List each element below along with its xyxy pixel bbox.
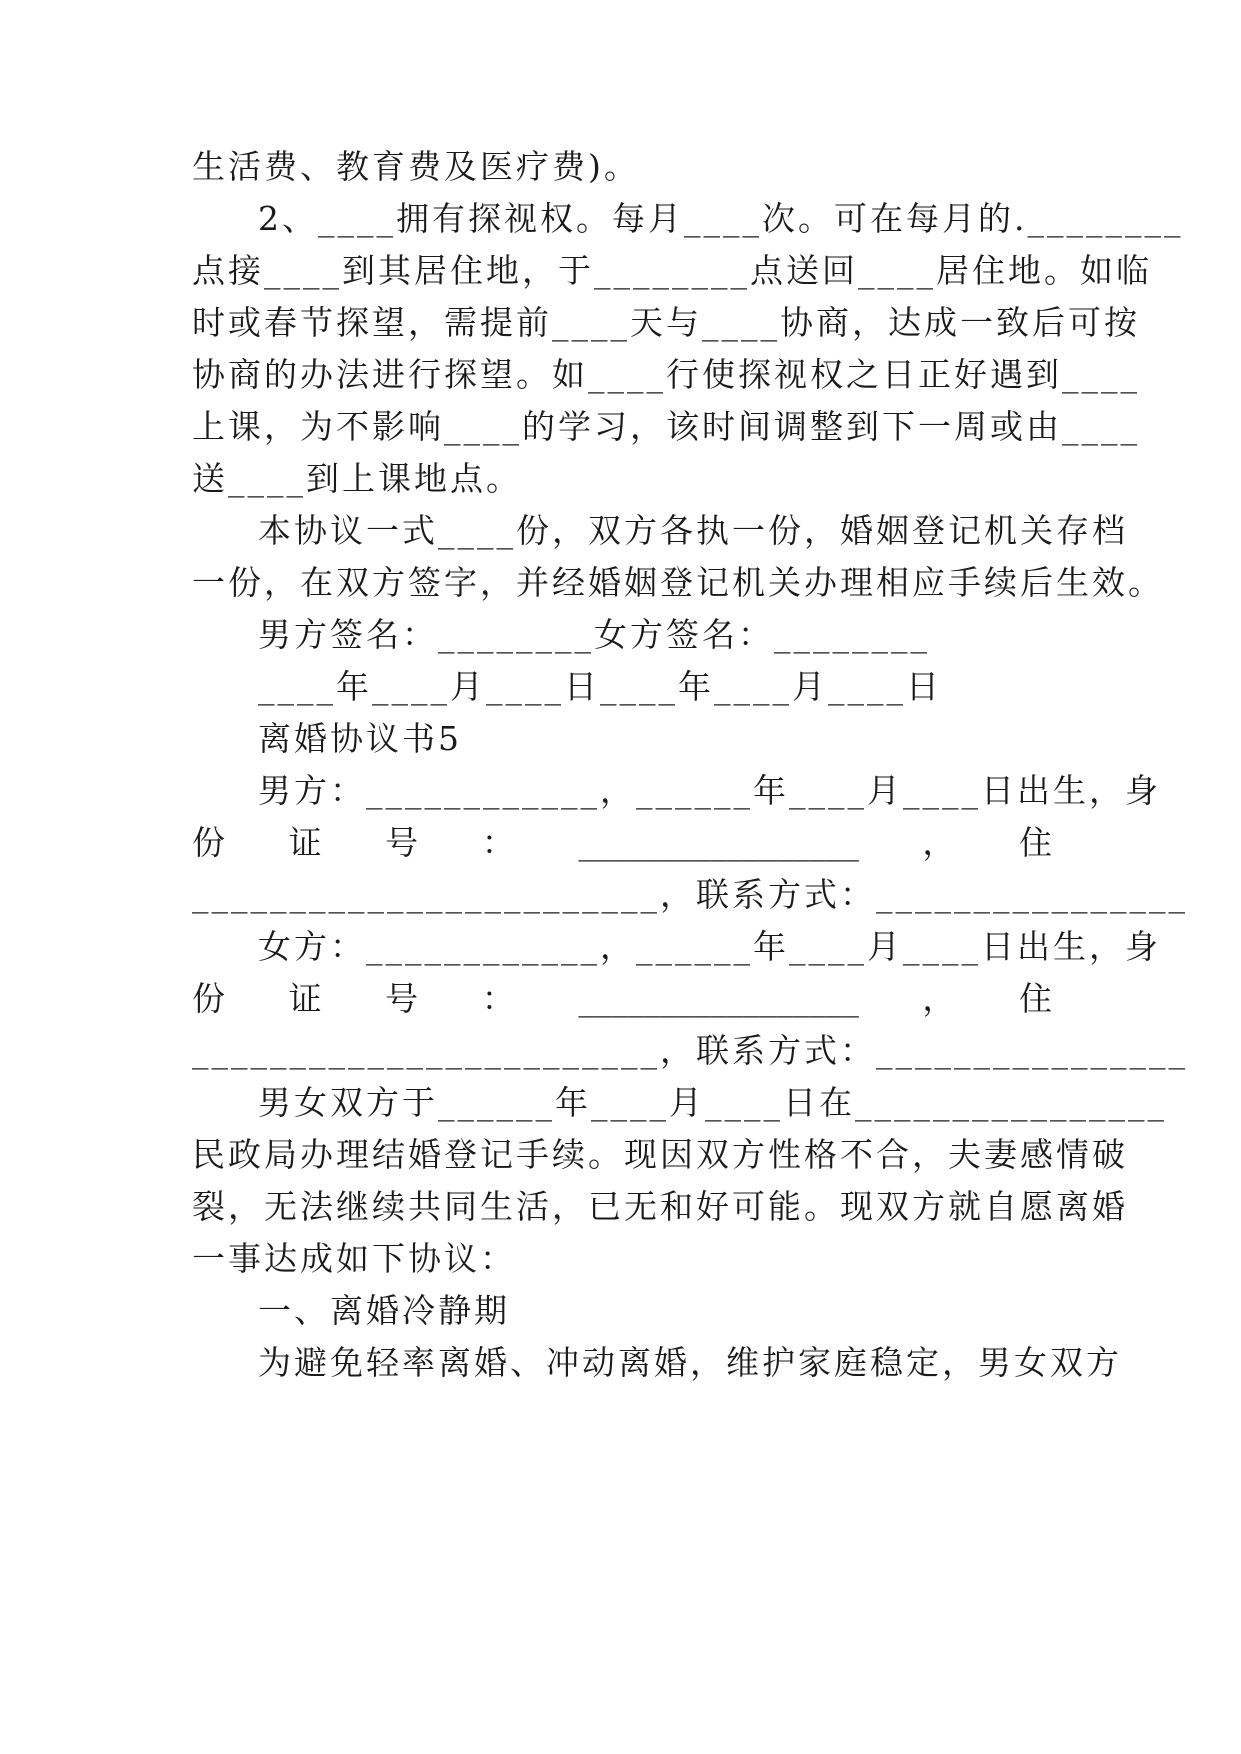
text-line: 本协议一式____份，双方各执一份，婚姻登记机关存档 <box>258 511 1128 550</box>
text-line: 一事达成如下协议： <box>192 1239 516 1278</box>
text-line: 送____到上课地点。 <box>192 459 522 498</box>
id-char: ： <box>481 979 515 1018</box>
text-line: ________________________，联系方式：________________ <box>192 875 1188 914</box>
id-char: 证 <box>288 823 322 862</box>
id-line-male <box>192 818 1052 868</box>
section-heading: 一、离婚冷静期 <box>258 1291 510 1330</box>
text-line: 协商的办法进行探望。如____行使探视权之日正好遇到____ <box>192 355 1140 394</box>
id-char: ： <box>481 823 515 862</box>
signature-line: 男方签名：________女方签名：________ <box>258 615 930 654</box>
id-char: 号 <box>385 979 419 1018</box>
text-line: 男方：____________，______年____月____日出生，身 <box>258 771 1161 810</box>
date-line: ____年____月____日____年____月____日 <box>258 667 942 706</box>
text-line: 生活费、教育费及医疗费)。 <box>192 147 640 186</box>
text-line: 上课，为不影响____的学习，该时间调整到下一周或由____ <box>192 407 1140 446</box>
text-line: 点接____到其居住地，于________点送回____居住地。如临 <box>192 251 1152 290</box>
text-line: 为避免轻率离婚、冲动离婚，维护家庭稳定，男女双方 <box>258 1343 1122 1382</box>
text-line: 2、____拥有探视权。每月____次。可在每月的.________ <box>258 199 1184 238</box>
id-char: 证 <box>288 979 322 1018</box>
text-line: 一份，在双方签字，并经婚姻登记机关办理相应手续后生效。 <box>192 563 1164 602</box>
text-line: 男女双方于______年____月____日在________________ <box>258 1083 1167 1122</box>
id-line-female <box>192 974 1052 1024</box>
text-line: 民政局办理结婚登记手续。现因双方性格不合，夫妻感情破 <box>192 1135 1128 1174</box>
id-char: 份 <box>192 823 225 862</box>
id-blank: _________________ <box>578 979 859 1018</box>
text-line: 裂，无法继续共同生活，已无和好可能。现双方就自愿离婚 <box>192 1187 1128 1226</box>
text-line: 时或春节探望，需提前____天与____协商，达成一致后可按 <box>192 303 1140 342</box>
text-line: 女方：____________，______年____月____日出生，身 <box>258 927 1161 966</box>
id-char: ， <box>922 823 956 862</box>
text-line: ________________________，联系方式：________________ <box>192 1031 1188 1070</box>
id-char: 住 <box>1018 979 1052 1018</box>
id-char: 号 <box>385 823 419 862</box>
section-title: 离婚协议书5 <box>258 719 462 758</box>
id-char: ， <box>922 979 956 1018</box>
id-blank: _________________ <box>578 823 859 862</box>
id-char: 份 <box>192 979 225 1018</box>
id-char: 住 <box>1018 823 1052 862</box>
